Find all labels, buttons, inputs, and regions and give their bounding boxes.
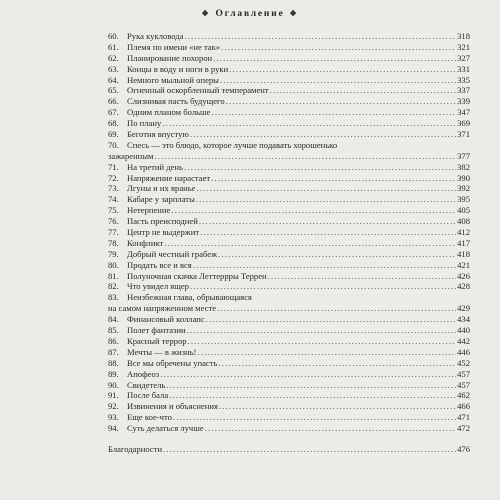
toc-entry-line [108,161,470,173]
toc-entry-title: На третий день [127,161,183,172]
toc-entry [108,118,470,129]
toc-entry [108,412,470,423]
toc-entry-page: 466 [457,401,470,412]
dot-leader [166,380,456,391]
toc-entry-line [108,52,470,64]
dot-leader [200,227,456,238]
toc-entry [108,259,470,271]
toc-entry-line [108,270,470,282]
toc-entry-page: 462 [457,390,470,401]
toc-entry-number: 77. [108,227,119,238]
dot-leader [162,118,456,129]
toc-entry-title: Планирование похорон [127,52,213,63]
toc-entry [108,172,470,184]
toc-entry-title: Что увидел ящер [127,281,189,292]
toc-entry [108,129,470,140]
toc-entry-number: 84. [108,314,119,325]
toc-entry-page: 318 [457,30,470,41]
dot-leader [226,96,456,107]
toc-entry-line [108,41,470,53]
dot-leader [196,183,456,194]
dot-leader [169,390,456,401]
toc-entry-line [108,443,470,455]
toc-entry-number: 73. [108,183,119,194]
header-title: Оглавление [215,9,285,19]
toc-entry-title: Слизнивая пасть будущего [127,96,225,107]
toc-entry-number: 60. [108,30,119,41]
toc-entry-title: Еще кое-что [127,412,172,423]
toc-entry-number: 94. [108,423,119,434]
toc-entry-number: 76. [108,216,119,227]
dot-leader [206,314,456,325]
toc-entry-title: Финансовый коллапс [127,314,205,325]
toc-entry-title: Мечты — в жизнь! [127,346,197,357]
toc-entry-number: 64. [108,74,119,85]
toc-entry [108,292,470,314]
toc-entry [108,183,470,194]
toc-entry-page: 442 [457,335,470,346]
toc-entry-line [108,194,470,205]
toc-entry-title: Лгуны и их вранье [127,183,196,194]
toc-entry-page: 369 [457,118,470,129]
toc-entry-number: 65. [108,85,119,96]
dot-leader [154,151,456,162]
dot-leader [184,31,456,42]
toc-entry-line [108,107,470,118]
toc-entry-title: Огненный оскорбленный темперамент [127,85,269,96]
toc-entry [108,194,470,205]
dot-leader [160,369,456,380]
toc-entry-page: 429 [457,303,470,314]
toc-entry [108,379,470,391]
toc-entry-number: 85. [108,325,119,336]
toc-entry-number: 69. [108,129,119,139]
dot-leader [229,64,456,75]
toc-entry-line [108,314,470,325]
dot-leader [187,325,456,336]
toc-entry-page: 395 [457,194,470,205]
dot-leader [196,194,456,205]
toc-entry-title: Одним планом больше [127,107,211,118]
toc-entry-page: 472 [457,423,470,434]
toc-entry-line [108,129,470,140]
dot-leader [211,107,456,118]
toc-entry-title-line1: Спесь — это блюдо, которое лучше подавать хорошенько [127,139,338,150]
toc-entry-line [108,96,470,107]
toc-entry-title: Кабаре у зарплаты [127,194,195,205]
toc-entry [108,281,470,293]
toc-entry-title: Добрый честный грабеж [127,248,218,259]
toc-entry-number: 92. [108,401,119,412]
dot-leader [220,75,456,86]
toc-entry-line [108,172,470,184]
toc-entry-line [108,216,470,227]
toc-entry-title: Полет фантазии [127,325,186,336]
toc-entry-line [108,248,470,260]
dot-leader [268,271,456,282]
acknowledgements-title: Благодарности [108,443,163,454]
toc-entry-page: 337 [457,85,470,96]
dot-leader [193,260,456,271]
toc-entry-title: Нетерпение [127,205,171,216]
toc-entry-page: 471 [457,412,470,423]
toc-entry [108,314,470,325]
toc-entry-line [108,423,470,434]
toc-entry-page: 327 [457,52,470,63]
toc-entry-title: Все мы обречены упасть [127,357,218,368]
toc-entry-line [108,85,470,96]
toc-entry [108,107,470,118]
ornament-icon-left: ❖ [201,9,211,18]
table-of-contents [108,30,470,455]
toc-entry-title: Пасть преисподней [127,216,198,227]
toc-entry-title: Напряжение нарастает [127,172,211,183]
toc-entry [108,205,470,216]
toc-entry-line [108,205,470,216]
toc-entry-acknowledgements [108,443,470,455]
toc-entry [108,41,470,53]
page-header [0,9,500,19]
toc-entry-page: 331 [457,63,470,74]
toc-entry-line [108,281,470,293]
toc-entry-number: 66. [108,96,119,107]
toc-entry-page: 452 [457,357,470,368]
toc-entry-line [108,412,470,423]
toc-entry [108,74,470,86]
acknowledgements-page: 476 [457,443,470,454]
toc-entry-line [108,63,470,75]
toc-entry [108,390,470,401]
toc-entry [108,346,470,358]
toc-entry-title: Центр не выдержит [127,227,200,238]
toc-entry-title: Немного мыльной оперы [127,74,219,85]
toc-entry-title-line1: Неизбежная глава, обрывающаяся [127,292,252,303]
toc-entry-page: 457 [457,368,470,379]
toc-entry-first-line [108,292,470,303]
toc-entry-title: Красный террор [127,335,187,346]
toc-entry-title: Концы в воду и ноги в руки [127,63,229,74]
dot-leader [218,249,456,260]
toc-entry-page: 418 [457,248,470,259]
dot-leader [213,53,456,64]
dot-leader [205,423,456,434]
ornament-icon-right: ❖ [289,9,299,18]
toc-entry-page: 390 [457,172,470,183]
toc-entry-title: Беготня впустую [127,129,189,139]
toc-entry-number: 81. [108,270,119,281]
toc-entry-number: 70. [108,139,119,150]
toc-entry-title: Племя по имени «не так» [127,41,221,52]
toc-entry-number: 71. [108,161,119,172]
toc-entry [108,63,470,75]
toc-entry-number: 83. [108,292,119,303]
toc-entry-number: 90. [108,379,119,390]
toc-entry-number: 78. [108,237,119,248]
toc-entry-page: 321 [457,41,470,52]
toc-entry-title: Полуночная скачка Леттеррры Террен [127,270,267,281]
toc-entry-page: 392 [457,183,470,194]
toc-entry-line [108,259,470,271]
toc-entry [108,270,470,282]
toc-entry-number: 87. [108,346,119,357]
toc-entry-line [108,390,470,401]
dot-leader [171,205,456,216]
toc-entry-number: 93. [108,412,119,423]
toc-entry-title: Продать все и вся [127,259,192,270]
toc-entry-line [108,237,470,249]
toc-entry-page: 382 [457,161,470,172]
toc-entry-number: 74. [108,194,119,205]
toc-entry [108,52,470,64]
toc-entry-number: 63. [108,63,119,74]
dot-leader [184,162,456,173]
toc-entry-page: 347 [457,107,470,118]
toc-entry [108,368,470,380]
toc-entry-number: 88. [108,357,119,368]
toc-entry-number: 75. [108,205,119,216]
toc-entry-number: 72. [108,172,119,183]
toc-entry-first-line [108,139,470,151]
toc-entry-line [108,401,470,412]
toc-entry [108,96,470,107]
toc-entry-page: 434 [457,314,470,325]
toc-entry-page: 371 [457,129,470,139]
toc-entry-line [108,357,470,369]
dot-leader [219,401,456,412]
toc-entry-line [108,335,470,347]
section-gap [114,434,470,444]
toc-entry-title: Свидетель [127,379,166,390]
toc-entry-title: зажаренным [108,150,154,161]
toc-entry-line [108,368,470,380]
toc-entry [108,227,470,238]
toc-entry-title: Рука кукловода [127,30,184,41]
toc-entry-page: 335 [457,74,470,85]
toc-entry-page: 426 [457,270,470,281]
toc-entry-number: 80. [108,259,119,270]
toc-entry-title: Апофеоз [127,368,160,379]
toc-entry-title: По плану [127,118,162,129]
toc-entry-line [108,150,470,162]
toc-entry-line [108,183,470,194]
toc-entry [108,401,470,412]
toc-entry-page: 377 [457,150,470,161]
toc-entry-number: 89. [108,368,119,379]
toc-entry [108,357,470,369]
dot-leader [188,336,457,347]
dot-leader [211,173,456,184]
toc-entry-title: на самом напряженном месте [108,303,217,314]
toc-entry-line [108,346,470,358]
toc-entry-line [108,74,470,86]
toc-entry-title: Суть делаться лучше [127,423,204,434]
toc-entry-number: 91. [108,390,119,401]
toc-entry [108,139,470,162]
toc-entry-page: 421 [457,259,470,270]
toc-entry [108,248,470,260]
toc-entry-page: 408 [457,216,470,227]
toc-entry-number: 67. [108,107,119,118]
toc-entry-page: 405 [457,205,470,216]
dot-leader [163,444,456,455]
toc-entry-number: 82. [108,281,119,292]
toc-entry [108,423,470,434]
dot-leader [190,281,456,292]
toc-entry-number: 79. [108,248,119,259]
toc-entry-title: Извинения и объяснения [127,401,218,412]
dot-leader [197,347,456,358]
toc-entry [108,237,470,249]
toc-entry-line [108,30,470,42]
toc-entry-page: 440 [457,325,470,336]
toc-entry [108,85,470,96]
dot-leader [221,42,456,53]
toc-entry [108,325,470,336]
dot-leader [199,216,456,227]
toc-entry-line [108,379,470,391]
toc-entry-number: 86. [108,335,119,346]
toc-entry [108,216,470,227]
toc-entry-page: 428 [457,281,470,292]
toc-entry-number: 61. [108,41,119,52]
toc-entry-page: 412 [457,227,470,238]
toc-entry-line [108,118,470,129]
toc-entry [108,161,470,173]
toc-entry-page: 457 [457,379,470,390]
toc-entry-page: 339 [457,96,470,107]
toc-entry-line [108,303,470,314]
toc-entry-line [108,325,470,336]
toc-entry-title: Конфликт [127,237,164,248]
toc-entry [108,335,470,347]
dot-leader [190,129,456,140]
toc-entry-page: 417 [457,237,470,248]
toc-entry-line [108,227,470,238]
toc-entry [108,30,470,42]
toc-entry-title: После бала [127,390,169,401]
dot-leader [164,238,456,249]
toc-entry-number: 68. [108,118,119,129]
toc-entry-page: 446 [457,346,470,357]
dot-leader [270,85,456,96]
dot-leader [217,303,456,314]
dot-leader [173,412,456,423]
dot-leader [218,358,456,369]
toc-entry-number: 62. [108,52,119,63]
